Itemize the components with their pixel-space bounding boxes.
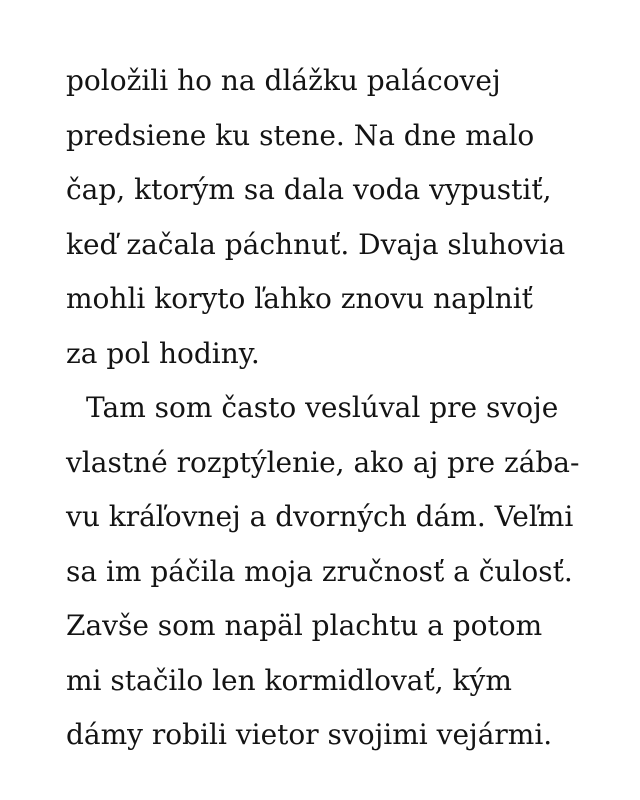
text-line: dámy robili vietor svojimi vejármi. xyxy=(66,718,553,751)
paragraph-1 xyxy=(66,54,586,381)
text-line: položili ho na dlážku palácovej xyxy=(66,64,501,97)
text-line: keď začala páchnuť. Dvaja sluhovia xyxy=(66,227,566,261)
paragraph-2 xyxy=(66,381,586,763)
text-line: čap, ktorým sa dala voda vypustiť, xyxy=(66,173,552,206)
text-line: za pol hodiny. xyxy=(66,336,260,370)
text-line: mohli koryto ľahko znovu naplniť xyxy=(66,282,533,315)
page-text xyxy=(66,54,586,763)
text-line: Tam som často veslúval pre svoje xyxy=(86,391,559,424)
text-line: vlastné rozptýlenie, ako aj pre zába- xyxy=(66,445,580,479)
text-line: sa im páčila moja zručnosť a čulosť. xyxy=(66,554,573,588)
text-line: predsiene ku stene. Na dne malo xyxy=(66,118,535,152)
text-line: Zavše som napäl plachtu a potom xyxy=(66,609,543,642)
text-line: vu kráľovnej a dvorných dám. Veľmi xyxy=(66,500,574,533)
text-line: mi stačilo len kormidlovať, kým xyxy=(66,663,512,697)
